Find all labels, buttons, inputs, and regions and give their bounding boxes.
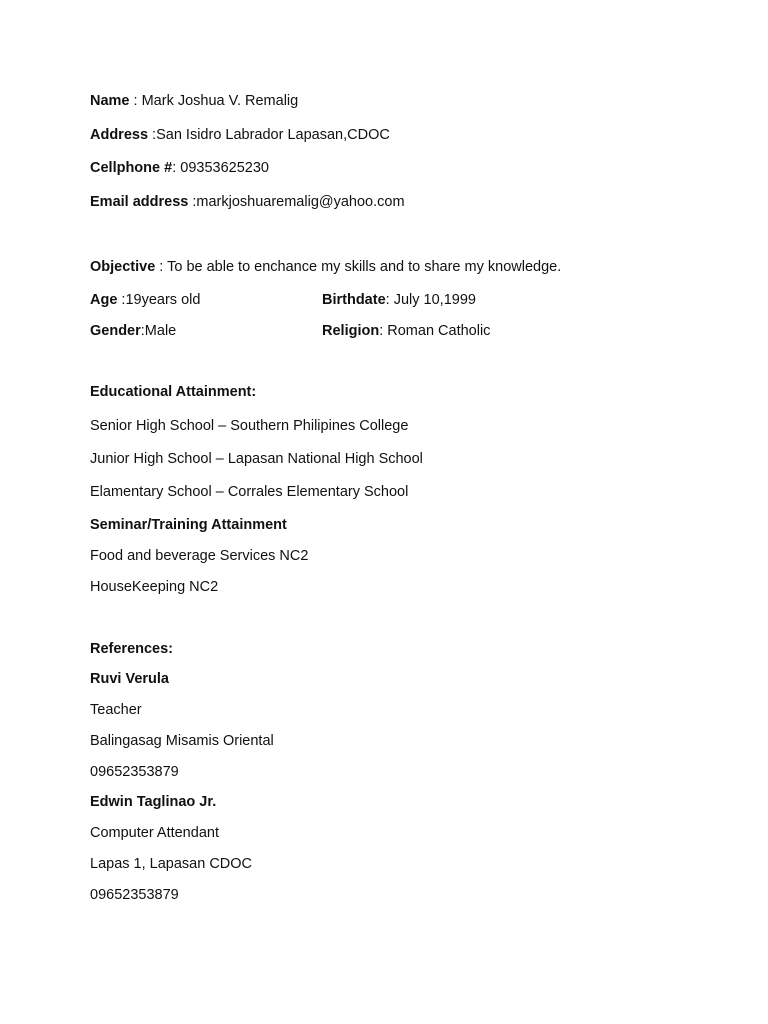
name-value: Mark Joshua V. Remalig <box>141 93 299 109</box>
reference-1-name-text: Ruvi Verula <box>90 671 169 687</box>
gender-value: Male <box>144 323 177 339</box>
email-line <box>90 193 405 211</box>
education-item-senior-high: Senior High School – Southern Philipines College <box>90 418 409 434</box>
education-item-junior-high: Junior High School – Lapasan National High School <box>90 451 423 467</box>
education-heading <box>90 383 256 401</box>
objective-separator: : <box>155 259 168 275</box>
address-line <box>90 126 390 144</box>
education-heading-text: Educational Attainment: <box>90 384 257 400</box>
birthdate-separator: : <box>385 292 394 308</box>
age-separator: : <box>117 292 126 308</box>
reference-1-role: Teacher <box>90 702 142 718</box>
reference-2-name-text: Edwin Taglinao Jr. <box>90 794 217 810</box>
objective-line <box>90 258 561 276</box>
references-heading-text: References: <box>90 641 174 657</box>
email-separator: : <box>188 194 197 210</box>
address-separator: : <box>148 127 157 143</box>
email-value: markjoshuaremalig@yahoo.com <box>196 194 405 210</box>
seminar-heading-text: Seminar/Training Attainment <box>90 517 287 533</box>
religion-separator: : <box>379 323 388 339</box>
birthdate-value: July 10,1999 <box>393 292 476 308</box>
reference-1-name <box>90 670 169 688</box>
name-separator: : <box>129 93 142 109</box>
gender-label: Gender <box>90 323 141 339</box>
objective-label: Objective <box>90 259 156 275</box>
cellphone-separator: : <box>172 160 181 176</box>
reference-1-address: Balingasag Misamis Oriental <box>90 733 274 749</box>
name-line <box>90 92 298 110</box>
cellphone-label: Cellphone # <box>90 160 173 176</box>
reference-2-role: Computer Attendant <box>90 825 219 841</box>
seminar-heading <box>90 516 287 534</box>
address-value: San Isidro Labrador Lapasan,CDOC <box>156 127 390 143</box>
religion-label: Religion <box>322 323 380 339</box>
references-heading <box>90 640 173 658</box>
reference-1-phone: 09652353879 <box>90 764 179 780</box>
birthdate-line <box>322 291 476 309</box>
religion-line <box>322 322 490 340</box>
email-label: Email address <box>90 194 189 210</box>
gender-separator: : <box>140 323 145 339</box>
age-value: 19years old <box>125 292 201 308</box>
cellphone-value: 09353625230 <box>180 160 269 176</box>
reference-2-address: Lapas 1, Lapasan CDOC <box>90 856 253 872</box>
objective-value: To be able to enchance my skills and to share my knowledge. <box>167 259 562 275</box>
address-label: Address <box>90 127 149 143</box>
reference-2-name <box>90 793 216 811</box>
age-label: Age <box>90 292 118 308</box>
cellphone-line <box>90 159 269 177</box>
birthdate-label: Birthdate <box>322 292 386 308</box>
age-line <box>90 291 200 309</box>
reference-2-phone: 09652353879 <box>90 887 179 903</box>
seminar-item-food-beverage: Food and beverage Services NC2 <box>90 548 309 564</box>
gender-line <box>90 322 176 340</box>
name-label: Name <box>90 93 130 109</box>
seminar-item-housekeeping: HouseKeeping NC2 <box>90 579 219 595</box>
education-item-elementary: Elamentary School – Corrales Elementary School <box>90 484 409 500</box>
religion-value: Roman Catholic <box>387 323 491 339</box>
